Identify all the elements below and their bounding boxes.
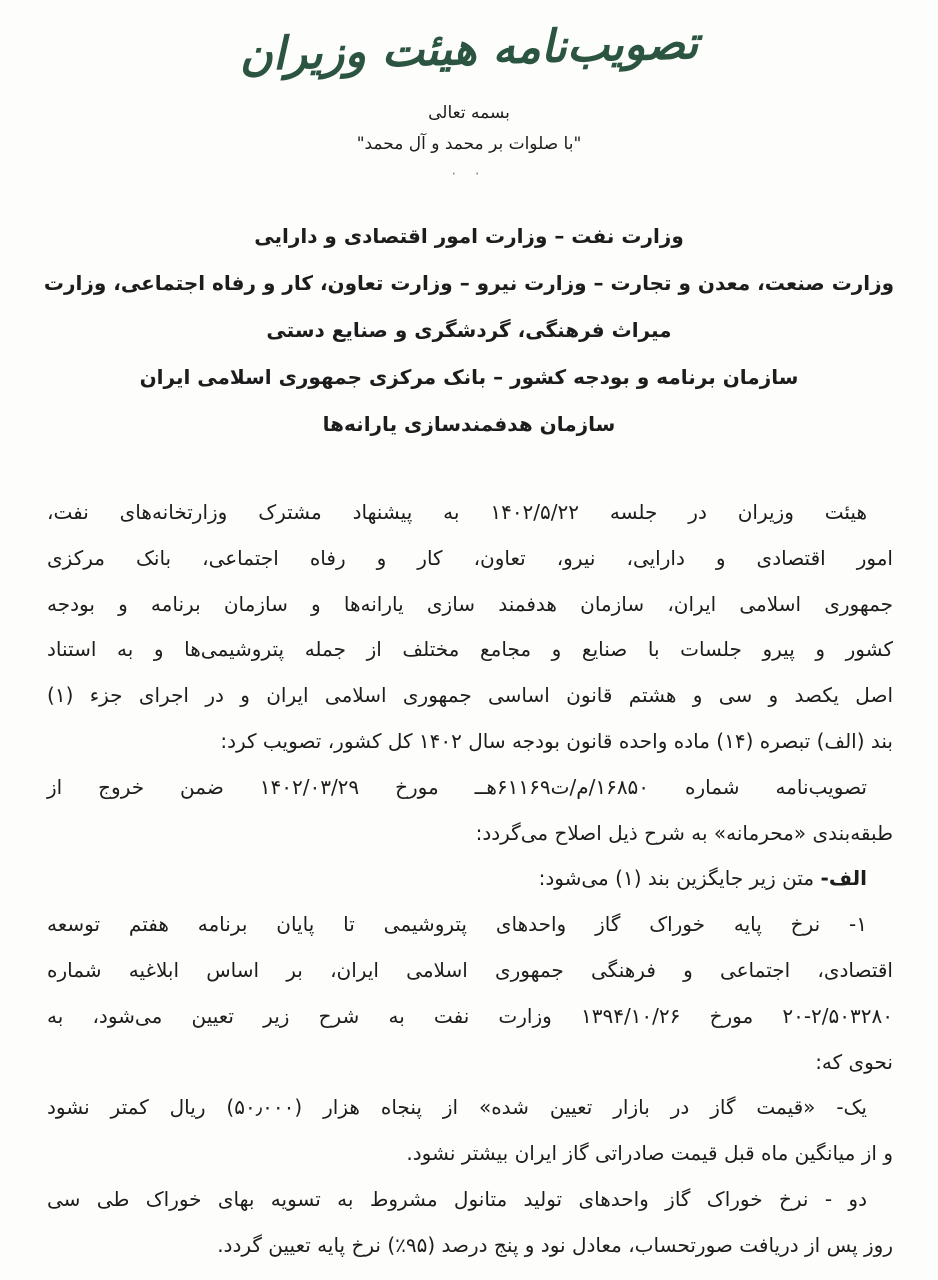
body-line: تصویب‌نامه شماره ۱۶۸۵۰/م/ت۶۱۱۶۹هــ مورخ ۱۴۰۲/۰۳/۲۹ ضمن خروج از xyxy=(47,774,868,799)
body-line: اقتصادی، اجتماعی و فرهنگی جمهوری اسلامی ایران، بر اساس ابلاغیه شماره xyxy=(47,957,893,982)
body-line: روز پس از دریافت صورتحساب، معادل نود و پنج درصد (۹۵٪) نرخ پایه تعیین گردد. xyxy=(217,1232,893,1257)
body-line: طبقه‌بندی «محرمانه» به شرح ذیل اصلاح می‌گردد: xyxy=(475,820,893,845)
addressee-line: وزارت نفت – وزارت امور اقتصادی و دارایی xyxy=(254,224,684,248)
body-line: اصل یکصد و سی و هشتم قانون اساسی جمهوری اسلامی ایران و در اجرای جزء (۱) xyxy=(47,683,893,708)
addressee-line: میراث فرهنگی، گردشگری و صنایع دستی xyxy=(266,318,672,342)
body-line: ۱- نرخ پایه خوراک گاز واحدهای پتروشیمی تا پایان برنامه هفتم توسعه xyxy=(47,912,867,937)
calligraphy-title: تصویب‌نامه هیئت وزیران xyxy=(238,16,699,81)
body-line: امور اقتصادی و دارایی، نیرو، تعاون، کار و رفاه اجتماعی، بانک مرکزی xyxy=(47,545,893,570)
body-line: هیئت وزیران در جلسه ۱۴۰۲/۵/۲۲ به پیشنهاد مشترک وزارتخانه‌های نفت، xyxy=(47,500,868,524)
addressees-block xyxy=(0,213,938,448)
body-line: کشور و پیرو جلسات با صنایع و مجامع مختلف از جمله پتروشیمی‌ها و به استناد xyxy=(47,637,893,662)
addressee-line: وزارت صنعت، معدن و تجارت – وزارت نیرو – وزارت تعاون، کار و رفاه اجتماعی، وزارت xyxy=(43,271,895,295)
salawat-line: "با صلوات بر محمد و آل محمد" xyxy=(356,134,582,154)
body-line-alef xyxy=(47,856,893,902)
body-line: و از میانگین ماه قبل قیمت صادراتی گاز ایران بیشتر نشود. xyxy=(406,1141,893,1166)
addressee-line: سازمان هدفمندسازی یارانه‌ها xyxy=(322,412,616,436)
addressee-line: سازمان برنامه و بودجه کشور – بانک مرکزی جمهوری اسلامی ایران xyxy=(139,365,799,389)
body-line: جمهوری اسلامی ایران، سازمان هدفمند سازی یارانه‌ها و سازمان برنامه و بودجه xyxy=(47,591,893,616)
alef-clause-label: الف- xyxy=(820,866,867,891)
scan-artifact-dots: · · xyxy=(451,165,487,183)
body-line: نحوی که: xyxy=(815,1049,893,1074)
body-line: یک- «قیمت گاز در بازار تعیین شده» از پنجاه هزار (۵۰٫۰۰۰) ریال کمتر نشود xyxy=(47,1095,868,1120)
bismillah-line: بسمه تعالی xyxy=(428,103,510,123)
body-line: دو - نرخ خوراک گاز واحدهای تولید متانول مشروط به تسویه بهای خوراک طی سی xyxy=(47,1186,867,1211)
body-line: ۲۰-۲/۵۰۳۲۸۰ مورخ ۱۳۹۴/۱۰/۲۶ وزارت نفت به شرح زیر تعیین می‌شود، به xyxy=(47,1003,893,1028)
body-line: بند (الف) تبصره (۱۴) ماده واحده قانون بودجه سال ۱۴۰۲ کل کشور، تصویب کرد: xyxy=(220,728,893,753)
alef-clause-text: متن زیر جایگزین بند (۱) می‌شود: xyxy=(538,866,821,891)
decree-body xyxy=(47,490,893,1269)
